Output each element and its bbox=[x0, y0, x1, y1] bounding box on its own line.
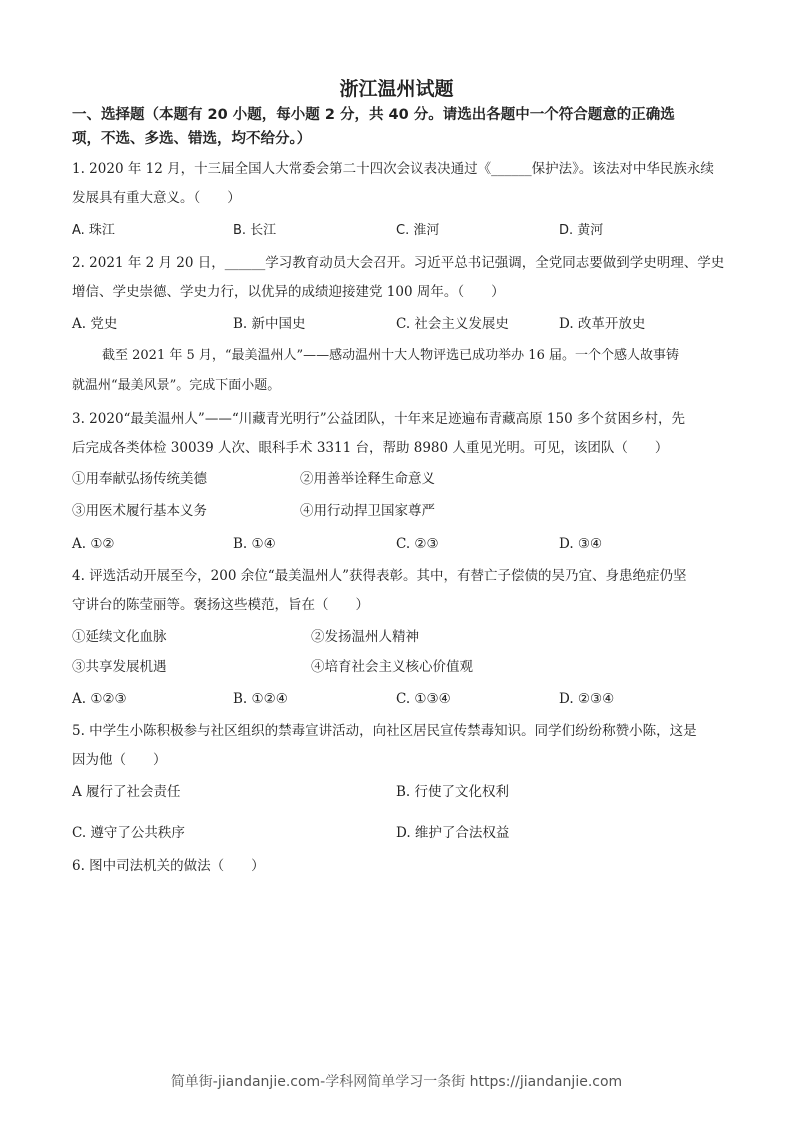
q4-option-a: A. ①②③ bbox=[72, 691, 127, 707]
q4-item-4: ④培育社会主义核心价值观 bbox=[311, 659, 473, 675]
footer-watermark: 简单街-jiandanjie.com-学科网简单学习一条街 https://jiandanjie.com bbox=[170, 1074, 623, 1090]
q4-option-b: B. ①②④ bbox=[233, 691, 288, 707]
q3-option-d: D. ③④ bbox=[559, 536, 603, 552]
q4-option-d: D. ②③④ bbox=[559, 691, 615, 707]
q3-item-3: ③用医术履行基本义务 bbox=[72, 503, 207, 519]
section-header-cont: 项，不选、多选、错选，均不给分。） bbox=[72, 131, 312, 147]
q5-option-d: D. 维护了合法权益 bbox=[396, 825, 510, 841]
q5-stem: 5. 中学生小陈积极参与社区组织的禁毒宣讲活动，向社区居民宣传禁毒知识。同学们纷纷称赞小陈，这是 bbox=[72, 723, 697, 739]
q4-item-3: ③共享发展机遇 bbox=[72, 659, 167, 675]
q3-item-1: ①用奉献弘扬传统美德 bbox=[72, 471, 207, 487]
q1-option-a: A. 珠江 bbox=[72, 223, 115, 238]
page-title: 浙江温州试题 bbox=[339, 78, 454, 100]
q2-stem: 2. 2021 年 2 月 20 日，______学习教育动员大会召开。习近平总书记强调，全党同志要做到学史明理、学史 bbox=[72, 255, 725, 271]
q4-item-2: ②发扬温州人精神 bbox=[311, 629, 419, 645]
section-header: 一、选择题（本题有 20 小题，每小题 2 分，共 40 分。请选出各题中一个符合题意的正确选 bbox=[72, 107, 675, 123]
q1-option-d: D. 黄河 bbox=[559, 223, 604, 238]
q3-option-c: C. ②③ bbox=[396, 536, 439, 552]
q1-option-c: C. 淮河 bbox=[396, 223, 440, 238]
q2-stem-cont: 增信、学史崇德、学史力行，以优异的成绩迎接建党 100 周年。（ ） bbox=[72, 284, 505, 300]
q1-option-b: B. 长江 bbox=[233, 223, 277, 238]
q3-stem: 3. 2020“最美温州人”——“川藏青光明行”公益团队，十年来足迹遍布青藏高原 150 多个贫困乡村，先 bbox=[72, 411, 685, 427]
q5-stem-cont: 因为他（ ） bbox=[72, 752, 167, 768]
q4-item-1: ①延续文化血脉 bbox=[72, 629, 167, 645]
q2-option-a: A. 党史 bbox=[72, 316, 118, 332]
passage-cont: 就温州“最美风景”。完成下面小题。 bbox=[72, 378, 281, 393]
q5-option-b: B. 行使了文化权利 bbox=[396, 784, 510, 800]
q5-option-a: A 履行了社会责任 bbox=[72, 784, 181, 800]
q1-stem-cont: 发展具有重大意义。（ ） bbox=[72, 190, 241, 206]
q3-option-a: A. ①② bbox=[72, 536, 115, 552]
q5-option-c: C. 遵守了公共秩序 bbox=[72, 825, 185, 841]
q1-stem: 1. 2020 年 12 月，十三届全国人大常委会第二十四次会议表决通过《______保护法》。该法对中华民族永续 bbox=[72, 161, 714, 177]
q2-option-c: C. 社会主义发展史 bbox=[396, 316, 509, 332]
q3-item-4: ④用行动捍卫国家尊严 bbox=[300, 503, 435, 519]
q6-stem: 6. 图中司法机关的做法（ ） bbox=[72, 858, 265, 874]
q4-option-c: C. ①③④ bbox=[396, 691, 451, 707]
q3-option-b: B. ①④ bbox=[233, 536, 276, 552]
passage: 截至 2021 年 5 月，“最美温州人”——感动温州十大人物评选已成功举办 16 届。一个个感人故事铸 bbox=[102, 348, 679, 363]
q2-option-b: B. 新中国史 bbox=[233, 316, 306, 332]
q3-item-2: ②用善举诠释生命意义 bbox=[300, 471, 435, 487]
q4-stem-cont: 守讲台的陈莹丽等。褒扬这些模范，旨在（ ） bbox=[72, 597, 369, 613]
q4-stem: 4. 评选活动开展至今，200 余位“最美温州人”获得表彰。其中，有替亡子偿债的吴乃宜、身患绝症仍坚 bbox=[72, 568, 687, 584]
q2-option-d: D. 改革开放史 bbox=[559, 316, 646, 332]
q3-stem-cont: 后完成各类体检 30039 人次、眼科手术 3311 台，帮助 8980 人重见光明。可见，该团队（ ） bbox=[72, 440, 669, 456]
